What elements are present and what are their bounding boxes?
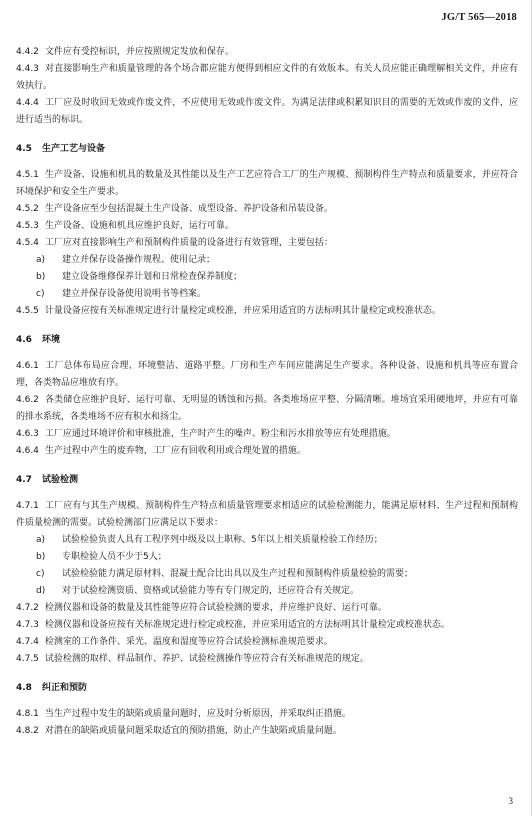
clause-number: 4.6.3: [16, 429, 39, 439]
clause-text: 工厂应有与其生产规模、预制构件生产特点和质量管理要求相适应的试验检测能力，能满足原材料、生产过程和预制构件质量检测的需要。试验检测部门应满足以下要求：: [16, 501, 518, 528]
standard-code-header: JG/T 565—2018: [441, 12, 517, 23]
clause-number: 4.5.4: [16, 238, 39, 248]
list-item-text: 对于试验检测资质、资格或试验能力等有专门规定的，还应符合有关规定。: [62, 586, 360, 596]
clause-4-4-3: [16, 61, 518, 95]
clause-number: 4.7.1: [16, 501, 39, 511]
clause-number: 4.5.2: [16, 204, 39, 214]
section-title: 试验检测: [41, 475, 78, 485]
clause-4-5-1: [16, 167, 518, 201]
clause-4-5-4: [16, 235, 518, 252]
clause-number: 4.8.1: [16, 709, 39, 719]
list-item-text: 建立并保存设备使用说明书等档案。: [62, 289, 207, 299]
clause-number: 4.4.4: [16, 98, 39, 108]
clause-number: 4.7.4: [16, 637, 39, 647]
section-number: 4.8: [16, 683, 32, 693]
list-marker: a): [36, 255, 46, 265]
document-body: [16, 44, 518, 740]
clause-number: 4.7.5: [16, 654, 39, 664]
clause-4-7-2: [16, 600, 518, 617]
section-title: 环境: [41, 335, 60, 345]
clause-4-7-1: [16, 498, 518, 532]
clause-text: 工厂总体布局应合理、环境整洁、道路平整。厂房和生产车间应能满足生产要求。各种设备、设施和机具等应布置合理，各类物品应堆放有序。: [16, 361, 518, 388]
clause-text: 生产设备应至少包括混凝土生产设备、成型设备、养护设备和吊装设备。: [44, 204, 333, 214]
clause-number: 4.5.5: [16, 306, 39, 316]
clause-number: 4.6.1: [16, 361, 39, 371]
clause-4-5-2: [16, 201, 518, 218]
section-number: 4.7: [16, 475, 32, 485]
section-heading-4-6: [16, 332, 518, 349]
clause-text: 生产过程中产生的废弃物，工厂应有回收利用或合理处置的措施。: [44, 446, 306, 456]
section-number: 4.5: [16, 144, 32, 154]
clause-text: 当生产过程中发生的缺陷或质量问题时，应及时分析原因，并采取纠正措施。: [44, 709, 351, 719]
clause-4-6-1: [16, 358, 518, 392]
list-item: [16, 286, 518, 303]
clause-4-4-4: [16, 95, 518, 129]
clause-4-7-3: [16, 617, 518, 634]
clause-text: 各类储仓应维护良好、运行可靠、无明显的锈蚀和污损。各类堆场应平整、分隔清晰。堆场宜采用硬地坪，并应有可靠的排水系统，各类堆场不应有积水和扬尘。: [16, 395, 518, 422]
clause-text: 对直接影响生产和质量管理的各个场合都应能方便得到相应文件的有效版本。有关人员应能正确理解相关文件，并应有效执行。: [16, 64, 518, 91]
list-item-text: 专职检验人员不少于5人；: [62, 552, 167, 562]
clause-text: 文件应有受控标识，并应按照规定发放和保存。: [44, 47, 234, 57]
page-number: 3: [508, 796, 513, 806]
clause-text: 检测仪器和设备的数量及其性能等应符合试验检测的要求，并应维护良好、运行可靠。: [44, 603, 387, 613]
clause-4-4-2: [16, 44, 518, 61]
section-title: 生产工艺与设备: [41, 144, 105, 154]
clause-text: 工厂应对直接影响生产和预制构件质量的设备进行有效管理，主要包括：: [44, 238, 333, 248]
list-item: [16, 252, 518, 269]
section-heading-4-5: [16, 141, 518, 158]
section-heading-4-7: [16, 472, 518, 489]
list-item: [16, 532, 518, 549]
section-title: 纠正和预防: [41, 683, 87, 693]
clause-4-6-2: [16, 392, 518, 426]
clause-text: 生产设备、设施和机具的数量及其性能以及生产工艺应符合工厂的生产规模、预制构件生产特点和质量要求，并应符合环境保护和安全生产要求。: [16, 170, 518, 197]
list-item: [16, 269, 518, 286]
list-marker: d): [36, 586, 46, 596]
list-item: [16, 549, 518, 566]
clause-4-6-3: [16, 426, 518, 443]
clause-4-7-5: [16, 651, 518, 668]
clause-number: 4.7.2: [16, 603, 39, 613]
clause-text: 工厂应通过环境评价和审核批准，生产时产生的噪声、粉尘和污水排放等应有处理措施。: [44, 429, 396, 439]
clause-number: 4.6.2: [16, 395, 39, 405]
list-item: [16, 583, 518, 600]
clause-number: 4.8.2: [16, 726, 39, 736]
clause-number: 4.5.1: [16, 170, 39, 180]
clause-4-7-4: [16, 634, 518, 651]
clause-text: 试验检测的取样、样品制作、养护、试验检测操作等应符合有关标准规范的规定。: [44, 654, 369, 664]
list-marker: b): [36, 272, 46, 282]
clause-text: 生产设备、设施和机具应维护良好，运行可靠。: [44, 221, 234, 231]
clause-number: 4.5.3: [16, 221, 39, 231]
clause-text: 对潜在的缺陷或质量问题采取适宜的预防措施，防止产生缺陷或质量问题。: [44, 726, 342, 736]
list-item-text: 建立并保存设备操作规程、使用记录；: [62, 255, 216, 265]
clause-text: 检测仪器和设备应按有关标准规定进行检定或校准，并应采用适宜的方法标明其计量检定或校准状态。: [44, 620, 450, 630]
list-item-text: 建立设备维修保养计划和日常检查保养制度；: [62, 272, 243, 282]
clause-number: 4.6.4: [16, 446, 39, 456]
list-marker: c): [36, 569, 45, 579]
section-number: 4.6: [16, 335, 32, 345]
clause-4-6-4: [16, 443, 518, 460]
clause-4-5-5: [16, 303, 518, 320]
clause-number: 4.4.3: [16, 64, 39, 74]
clause-4-8-1: [16, 706, 518, 723]
clause-text: 检测室的工作条件、采光、温度和湿度等应符合试验检测标准规范要求。: [44, 637, 333, 647]
list-marker: a): [36, 535, 46, 545]
clause-text: 计量设备应按有关标准规定进行计量检定或校准，并应采用适宜的方法标明其计量检定或校准状态。: [44, 306, 441, 316]
list-item-text: 试验检验负责人具有工程序列中级及以上职称、5年以上相关质量检验工作经历；: [62, 535, 383, 545]
clause-4-8-2: [16, 723, 518, 740]
clause-number: 4.4.2: [16, 47, 39, 57]
list-marker: b): [36, 552, 46, 562]
list-marker: c): [36, 289, 45, 299]
clause-number: 4.7.3: [16, 620, 39, 630]
clause-4-5-3: [16, 218, 518, 235]
section-heading-4-8: [16, 680, 518, 697]
list-item-text: 试验检验能力满足原材料、混凝土配合比出具以及生产过程和预制构件质量检验的需要；: [62, 569, 414, 579]
clause-text: 工厂应及时收回无效或作废文件，不应使用无效或作废文件。为满足法律或积累知识目的需要的无效或作废的文件，应进行适当的标识。: [16, 98, 518, 125]
list-item: [16, 566, 518, 583]
